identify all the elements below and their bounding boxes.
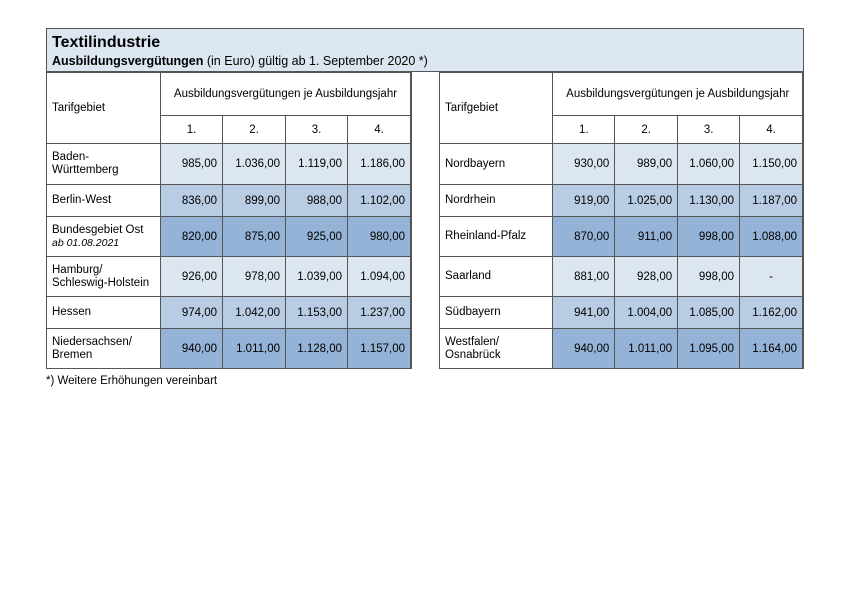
year-header: 4. (348, 116, 411, 144)
value-cell: 1.036,00 (223, 144, 286, 185)
value-cell: 1.025,00 (615, 185, 678, 217)
table-row (47, 257, 411, 297)
region-cell (440, 329, 553, 369)
subtitle-rest: (in Euro) gültig ab 1. September 2020 *) (203, 54, 428, 68)
region-name: Rheinland-Pfalz (445, 230, 527, 242)
region-name: Saarland (445, 270, 492, 282)
value-cell: 1.150,00 (740, 144, 803, 185)
value-cell: 1.094,00 (348, 257, 411, 297)
value-cell: 911,00 (615, 217, 678, 257)
value-cell: 1.039,00 (286, 257, 348, 297)
region-cell (440, 217, 553, 257)
value-cell: 881,00 (553, 257, 615, 297)
region-cell (440, 144, 553, 185)
value-cell: 998,00 (678, 217, 740, 257)
region-name: Nordrhein (445, 194, 496, 206)
value-cell: 998,00 (678, 257, 740, 297)
table-row (440, 257, 803, 297)
value-cell: 926,00 (161, 257, 223, 297)
right-table (439, 72, 803, 369)
page-subtitle (52, 54, 428, 68)
value-cell: 980,00 (348, 217, 411, 257)
table-row (440, 217, 803, 257)
year-header: 1. (553, 116, 615, 144)
region-cell (47, 185, 161, 217)
value-cell: 989,00 (615, 144, 678, 185)
region-cell (440, 297, 553, 329)
value-cell: 919,00 (553, 185, 615, 217)
value-cell: 1.011,00 (615, 329, 678, 369)
year-header: 3. (286, 116, 348, 144)
value-cell: 1.157,00 (348, 329, 411, 369)
table-row (440, 297, 803, 329)
value-cell: 836,00 (161, 185, 223, 217)
value-cell: 1.085,00 (678, 297, 740, 329)
page-title: Textilindustrie (52, 34, 161, 51)
region-name: Baden-Württemberg (52, 151, 119, 176)
title-box (47, 29, 803, 72)
region-cell (440, 257, 553, 297)
table-row (47, 217, 411, 257)
value-cell: 925,00 (286, 217, 348, 257)
table-row (440, 144, 803, 185)
value-cell: 820,00 (161, 217, 223, 257)
value-cell: 1.088,00 (740, 217, 803, 257)
table-row (440, 185, 803, 217)
value-cell: 940,00 (161, 329, 223, 369)
region-cell (47, 144, 161, 185)
region-cell (47, 329, 161, 369)
span-header: Ausbildungsvergütungen je Ausbildungsjahr (161, 73, 411, 116)
value-cell: 1.095,00 (678, 329, 740, 369)
year-header: 3. (678, 116, 740, 144)
footnote: *) Weitere Erhöhungen vereinbart (46, 375, 218, 387)
region-name: Nordbayern (445, 157, 506, 170)
value-cell: 1.187,00 (740, 185, 803, 217)
region-name: Berlin-West (52, 194, 112, 206)
value-cell: 974,00 (161, 297, 223, 329)
value-cell: 1.164,00 (740, 329, 803, 369)
value-cell: 1.162,00 (740, 297, 803, 329)
tariff-table-frame (46, 28, 804, 369)
subtitle-bold: Ausbildungsvergütungen (52, 54, 204, 68)
value-cell: 1.119,00 (286, 144, 348, 185)
year-header: 2. (223, 116, 286, 144)
region-name: Bundesgebiet Ost (52, 223, 144, 236)
span-header: Ausbildungsvergütungen je Ausbildungsjahr (553, 73, 803, 116)
region-cell (47, 297, 161, 329)
value-cell: 875,00 (223, 217, 286, 257)
value-cell: 1.004,00 (615, 297, 678, 329)
value-cell: 1.237,00 (348, 297, 411, 329)
region-name: Hamburg/ Schleswig-Holstein (52, 263, 150, 289)
region-cell (47, 257, 161, 297)
table-row (440, 329, 803, 369)
region-name: Westfalen/ Osnabrück (445, 335, 501, 361)
region-cell (47, 217, 161, 257)
region-cell (440, 185, 553, 217)
table-row (47, 297, 411, 329)
region-name: Südbayern (445, 306, 501, 318)
value-cell: 928,00 (615, 257, 678, 297)
value-cell: 870,00 (553, 217, 615, 257)
year-header: 1. (161, 116, 223, 144)
value-cell: 978,00 (223, 257, 286, 297)
value-cell: 1.130,00 (678, 185, 740, 217)
table-gap (411, 72, 440, 369)
value-cell: - (740, 257, 803, 297)
region-header: Tarifgebiet (440, 73, 553, 144)
region-name: Hessen (52, 306, 91, 318)
region-header: Tarifgebiet (47, 73, 161, 144)
value-cell: 1.042,00 (223, 297, 286, 329)
value-cell: 941,00 (553, 297, 615, 329)
value-cell: 899,00 (223, 185, 286, 217)
region-note: ab 01.08.2021 (52, 236, 120, 249)
value-cell: 1.153,00 (286, 297, 348, 329)
value-cell: 940,00 (553, 329, 615, 369)
value-cell: 988,00 (286, 185, 348, 217)
left-table (46, 72, 411, 369)
value-cell: 1.102,00 (348, 185, 411, 217)
value-cell: 930,00 (553, 144, 615, 185)
value-cell: 985,00 (161, 144, 223, 185)
value-cell: 1.128,00 (286, 329, 348, 369)
value-cell: 1.186,00 (348, 144, 411, 185)
table-row (47, 329, 411, 369)
region-name: Niedersachsen/ Bremen (52, 335, 132, 361)
value-cell: 1.060,00 (678, 144, 740, 185)
value-cell: 1.011,00 (223, 329, 286, 369)
table-row (47, 144, 411, 185)
table-row (47, 185, 411, 217)
year-header: 4. (740, 116, 803, 144)
year-header: 2. (615, 116, 678, 144)
